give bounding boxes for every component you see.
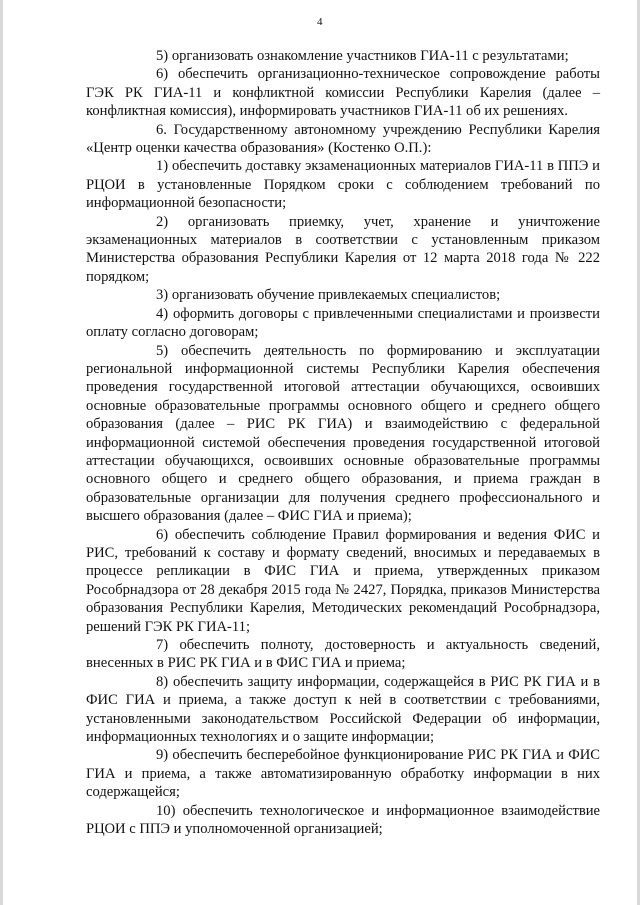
list-item xyxy=(86,213,600,287)
item-number: 6) xyxy=(156,526,169,543)
document-body xyxy=(86,47,600,838)
page-number: 4 xyxy=(317,16,323,28)
item-text: обеспечить бесперебойное функционирование РИС РК ГИА и ФИС ГИА и приема, а также автоматизированную обработку информации в них содержащейся; xyxy=(86,747,600,801)
item-number: 1) xyxy=(156,158,169,175)
item-text: организовать приемку, учет, хранение и уничтожение экзаменационных материалов в соответствии с установленным приказом Министерства образования Республики Карелия от 12 марта 2018 года № 222 порядком; xyxy=(86,213,600,285)
section-number: 6. xyxy=(156,121,167,138)
item-number: 6) xyxy=(156,66,169,83)
item-text: обеспечить организационно-техническое сопровождение работы ГЭК РК ГИА-11 и конфликтной комиссии Республики Карелия (далее – конфликтная комиссия), информировать участников ГИА-11 об их решениях. xyxy=(86,66,600,120)
item-number: 10) xyxy=(156,802,176,819)
list-item xyxy=(86,157,600,212)
list-item xyxy=(86,47,600,65)
item-number: 3) xyxy=(156,287,169,304)
list-item xyxy=(86,636,600,673)
item-number: 2) xyxy=(156,213,169,230)
item-number: 5) xyxy=(156,48,169,64)
list-item xyxy=(86,526,600,636)
scan-edge-left xyxy=(0,0,3,905)
item-number: 7) xyxy=(156,637,169,653)
item-number: 9) xyxy=(156,747,169,764)
item-text: оформить договоры с привлеченными специалистами и произвести оплату согласно договорам; xyxy=(86,305,600,341)
section-text: Государственному автономному учреждению Республики Карелия «Центр оценки качества образования» (Костенко О.П.): xyxy=(86,121,600,157)
item-number: 8) xyxy=(156,673,169,690)
list-item xyxy=(86,286,600,304)
list-item xyxy=(86,802,600,839)
section-paragraph xyxy=(86,121,600,158)
item-number: 4) xyxy=(156,305,169,322)
list-item xyxy=(86,673,600,747)
list-item xyxy=(86,342,600,526)
list-item xyxy=(86,305,600,342)
list-item xyxy=(86,65,600,120)
item-text: организовать ознакомление участников ГИА-11 с результатами; xyxy=(171,48,569,64)
item-text: организовать обучение привлекаемых специалистов; xyxy=(171,287,501,304)
item-number: 5) xyxy=(156,342,169,359)
item-text: обеспечить деятельность по формированию и эксплуатации региональной информационной системы Республики Карелия обеспечения проведения государственной итоговой аттестации обучающихся, освоивших основные образовательные программы основного общего и среднего общего образования (далее – РИС РК ГИА) и взаимодействию с федеральной информационной системой обеспечения проведения государственной итоговой аттестации обучающихся, освоивших основные образовательные программы основного общего и среднего общего образования, и приема граждан в образовательные организации для получения среднего профессионального и высшего образования (далее – ФИС ГИА и приема); xyxy=(86,342,600,525)
item-text: обеспечить соблюдение Правил формирования и ведения ФИС и РИС, требований к составу и формату сведений, вносимых и передаваемых в процессе репликации в ФИС ГИА и приема, утвержденных приказом Рособрнадзора от 28 декабря 2015 года № 2427, Порядка, приказов Министерства образования Республики Карелия, Методических рекомендаций Рособрнадзора, решений ГЭК РК ГИА-11; xyxy=(86,526,600,635)
item-text: обеспечить полноту, достоверность и актуальность сведений, внесенных в РИС РК ГИА и в ФИС ГИА и приема; xyxy=(86,637,600,672)
item-text: обеспечить защиту информации, содержащейся в РИС РК ГИА и в ФИС ГИА и приема, а также доступ к ней в соответствии с требованиями, установленными законодательством Российской Федерации об информации, информационных технологиях и о защите информации; xyxy=(86,673,600,746)
item-text: обеспечить технологическое и информационное взаимодействие РЦОИ с ППЭ и уполномоченной организацией; xyxy=(86,802,600,838)
list-item xyxy=(86,746,600,801)
item-text: обеспечить доставку экзаменационных материалов ГИА-11 в ППЭ и РЦОИ в установленные Порядком сроки с соблюдением требований по информационной безопасности; xyxy=(86,158,600,212)
